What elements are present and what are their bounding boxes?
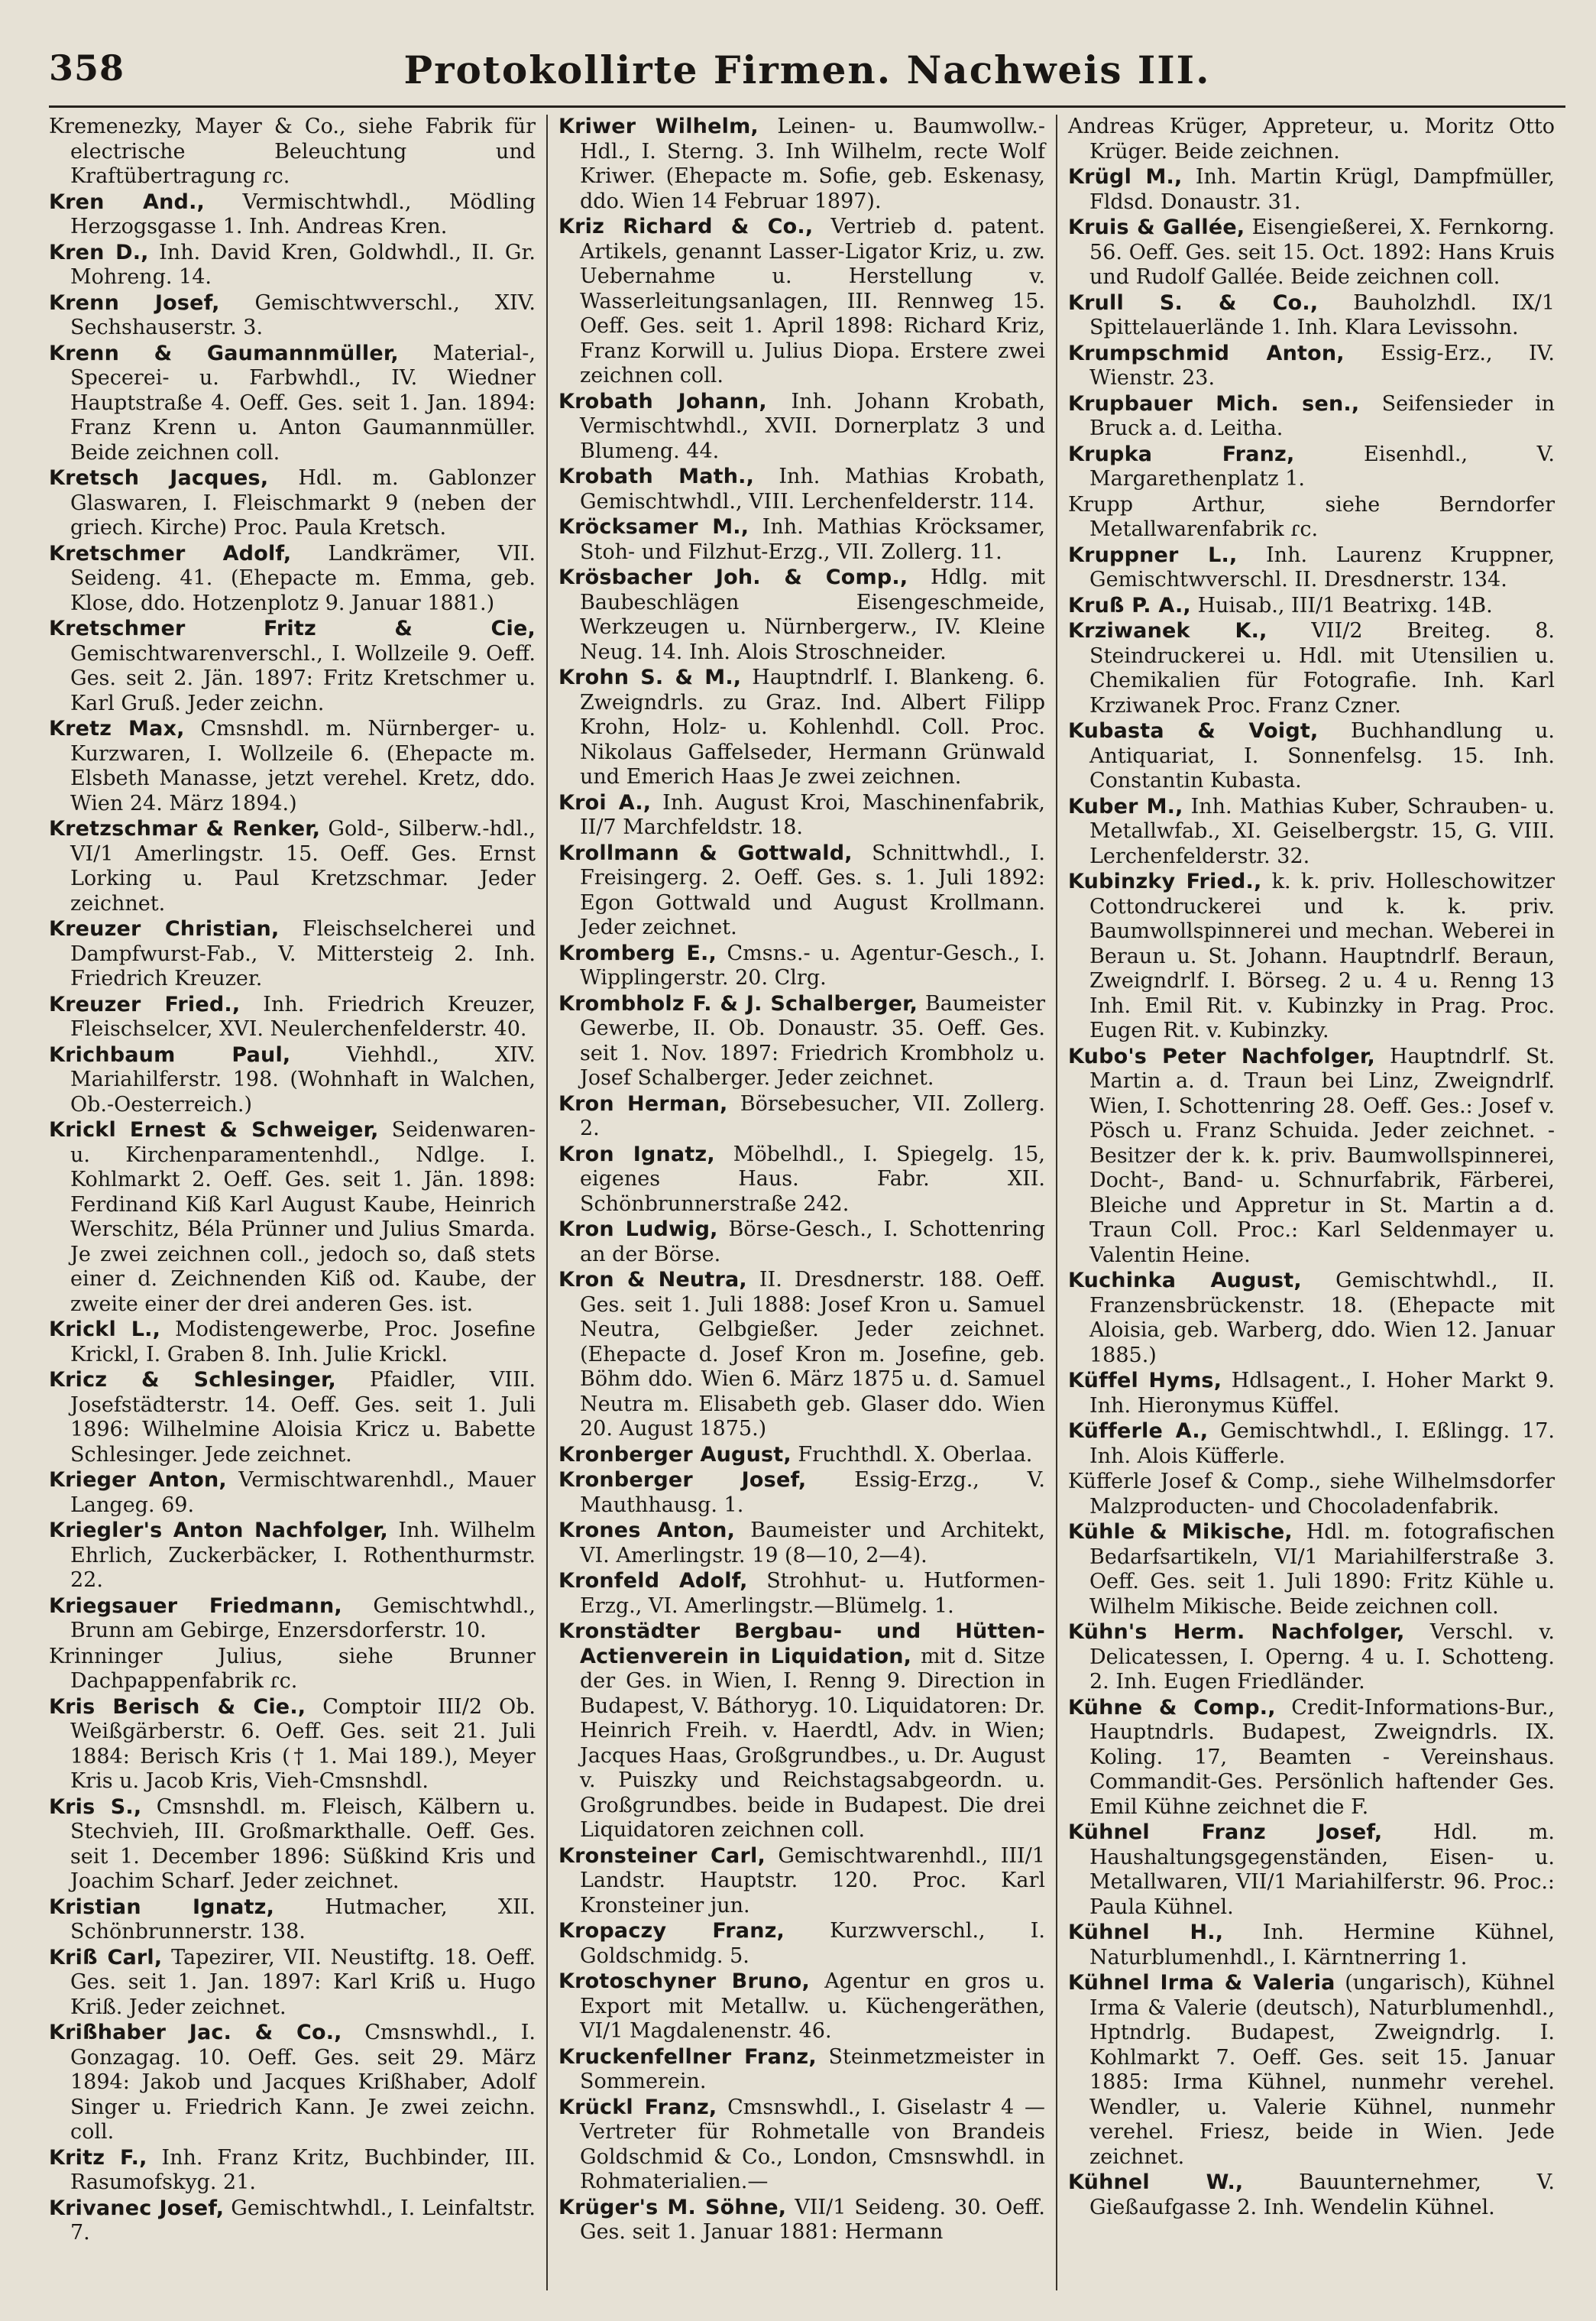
entry-text: Hdl. m. Gablonzer Glaswaren, I. Fleischmarkt 9 (neben der griech. Kirche) Proc. Paula Kretsch. bbox=[70, 466, 536, 540]
directory-entry bbox=[1068, 1696, 1555, 1820]
firm-name: Kuber M., bbox=[1068, 794, 1183, 819]
directory-entry bbox=[558, 566, 1045, 665]
page-header bbox=[49, 47, 1565, 109]
directory-entry bbox=[558, 390, 1045, 465]
entry-text: Cmsnshdl. m. Fleisch, Kälbern u. Stechvieh, III. Großmarkthalle. Oeff. Ges. seit 1. December 1896: Süßkind Kris und Joachim Scharf. Jeder zeichnet. bbox=[70, 1794, 536, 1893]
firm-name: Kronberger Josef, bbox=[558, 1468, 807, 1492]
firm-name: Kretz Max, bbox=[49, 717, 185, 741]
firm-name: Krollmann & Gottwald, bbox=[558, 841, 853, 865]
directory-entry bbox=[1068, 870, 1555, 1044]
entry-text: Gemischtwarenverschl., I. Wollzeile 9. Oeff. Ges. seit 2. Jän. 1897: Fritz Kretschmer u. Karl Gruß. Jeder zeichn. bbox=[70, 641, 536, 715]
firm-name: Kropaczy Franz, bbox=[558, 1919, 785, 1943]
directory-entry bbox=[1068, 1269, 1555, 1368]
firm-name: Küfferle A., bbox=[1068, 1419, 1209, 1443]
entry-text: Hdlg. mit Baubeschlägen Eisengeschmeide, Werkzeugen u. Nürnbergerw., IV. Kleine Neug. 14. Inh. Alois Stroschneider. bbox=[580, 566, 1045, 664]
firm-name: Kühnel Irma & Valeria bbox=[1068, 1971, 1335, 1995]
entry-text: VII/1 Seideng. 30. Oeff. Ges. seit 1. Januar 1881: Hermann bbox=[580, 2195, 1045, 2244]
columns bbox=[49, 115, 1565, 2290]
entry-text: Modistengewerbe, Proc. Josefine Krickl, I. Graben 8. Inh. Julie Krickl. bbox=[70, 1318, 536, 1366]
entry-text: Andreas Krüger, Appreteur, u. Moritz Otto Krüger. Beide zeichnen. bbox=[1068, 115, 1555, 164]
firm-name: Kriß Carl, bbox=[49, 1945, 163, 1969]
directory-entry bbox=[49, 993, 536, 1042]
entry-text: Strohhut- u. Hutformen-Erzg., VI. Amerlingstr.—Blümelg. 1. bbox=[580, 1569, 1045, 1618]
directory-entry bbox=[1068, 1369, 1555, 1418]
firm-name: Kreuzer Fried., bbox=[49, 992, 241, 1016]
firm-name: Kritz F., bbox=[49, 2145, 147, 2170]
entry-text: Inh. Laurenz Kruppner, Gemischtwverschl. II. Dresdnerstr. 134. bbox=[1089, 543, 1555, 592]
firm-name: Kron Ignatz, bbox=[558, 1142, 715, 1166]
entry-text: Essig-Erzg., V. Mauthhausg. 1. bbox=[580, 1468, 1045, 1517]
entry-text: Inh. Martin Krügl, Dampfmüller, Fldsd. Donaustr. 31. bbox=[1089, 165, 1556, 214]
directory-entry bbox=[1068, 115, 1555, 164]
firm-name: Krieger Anton, bbox=[49, 1468, 227, 1492]
directory-entry bbox=[1068, 1620, 1555, 1695]
entry-text: Comptoir III/2 Ob. Weißgärberstr. 6. Oeff. Ges. seit 21. Juli 1884: Berisch Kris († 1. Mai 189.), Meyer Kris u. Jacob Kris, Vieh-Cmsnshdl. bbox=[70, 1694, 536, 1793]
directory-entry bbox=[1068, 543, 1555, 593]
directory-entry bbox=[49, 466, 536, 541]
entry-text: Hdl. m. fotografischen Bedarfsartikeln, VI/1 Mariahilferstraße 3. Oeff. Ges. seit 1. Juli 1890: Fritz Kühle u. Wilhelm Mikische. Beide zeichnen coll. bbox=[1089, 1520, 1555, 1619]
firm-name: Kron Herman, bbox=[558, 1091, 728, 1116]
firm-name: Kriegsauer Friedmann, bbox=[49, 1593, 342, 1618]
entry-text: k. k. priv. Holleschowitzer Cottondruckerei und k. k. priv. Baumwollspinnerei und mechan. Weberei in Beraun u. St. Johann. Hauptndrlf. Beraun, Zweigndrlf. I. Börseg. 2 u. 4 u. Renng 13 Inh. Emil Rit. v. Kubinzky in Prag. Proc. Eugen Rit. v. Kubinzky. bbox=[1089, 870, 1555, 1042]
firm-name: Kubasta & Voigt, bbox=[1068, 719, 1319, 743]
firm-name: Kromberg E., bbox=[558, 941, 717, 965]
entry-text: II. Dresdnerstr. 188. Oeff. Ges. seit 1. Juli 1888: Josef Kron u. Samuel Neutra, Gelbgießer. Jeder zeichnet. (Ehepacte d. Josef Kron m. Josefine, geb. Böhm ddo. Wien 6. März 1875 u. d. Samuel Neutra m. Elisabeth geb. Glaser ddo. Wien 20. August 1875.) bbox=[580, 1268, 1046, 1441]
column-1 bbox=[49, 115, 548, 2290]
firm-name: Kris Berisch & Cie., bbox=[49, 1694, 306, 1719]
directory-entry bbox=[1068, 1971, 1555, 2170]
firm-name: Krumpschmid Anton, bbox=[1068, 341, 1345, 365]
entry-text: Möbelhdl., I. Spiegelg. 15, eigenes Haus. Fabr. XII. Schönbrunnerstraße 242. bbox=[580, 1142, 1045, 1216]
entry-text: Schnittwhdl., I. Freisingerg. 2. Oeff. Ges. s. 1. Juli 1892: Egon Gottwald und August Krollmann. Jeder zeichnet. bbox=[580, 841, 1045, 939]
entry-text: Gemischtwhdl., II. Franzensbrückenstr. 18. (Ehepacte mit Aloisia, geb. Warberg, ddo. Wien 12. Januar 1885.) bbox=[1089, 1269, 1555, 1367]
directory-entry bbox=[49, 2021, 536, 2145]
entry-text: Seidenwaren- u. Kirchenparamentenhdl., Ndlge. I. Kohlmarkt 2. Oeff. Ges. seit 1. Jän. 1898: Ferdinand Kiß Karl August Kaube, Heinrich Werschitz, Béla Prünner und Julius Smarda. Je zwei zeichnen coll., jedoch so, daß stets einer d. Zeichnenden Kiß od. Kaube, der zweite einer der drei anderen Ges. ist. bbox=[70, 1118, 536, 1316]
firm-name: Kühnel Franz Josef, bbox=[1068, 1820, 1383, 1844]
entry-text: Material-, Specerei- u. Farbwhdl., IV. Wiedner Hauptstraße 4. Oeff. Ges. seit 1. Jan. 1894: Franz Krenn u. Anton Gaumannmüller. Beide zeichnen coll. bbox=[70, 341, 536, 465]
directory-entry bbox=[49, 1043, 536, 1118]
directory-entry bbox=[558, 1468, 1045, 1518]
entry-text: (ungarisch), Kühnel Irma & Valerie (deutsch), Naturblumenhdl., Hptndrlg. Budapest, Zweigndrlg. I. Kohlmarkt 7. Oeff. Ges. seit 15. Januar 1885: Irma Kühnel, nunmehr verehel. Wendler, u. Valerie Kühnel, nunmehr verehel. Friesz, beide in Wien. Jede zeichnet. bbox=[1089, 1971, 1555, 2169]
directory-entry bbox=[49, 1519, 536, 1593]
entry-text: Agentur en gros u. Export mit Metallw. u. Küchengeräthen, VI/1 Magdalenenstr. 46. bbox=[580, 1969, 1045, 2043]
directory-entry bbox=[558, 1844, 1045, 1919]
firm-name: Kriegler's Anton Nachfolger, bbox=[49, 1519, 389, 1542]
entry-text: Essig-Erz., IV. Wienstr. 23. bbox=[1089, 341, 1555, 390]
entry-text: Vermischtwarenhdl., Mauer Langeg. 69. bbox=[70, 1468, 536, 1517]
entry-text: Huisab., III/1 Beatrixg. 14B. bbox=[1197, 593, 1493, 618]
directory-entry bbox=[49, 1368, 536, 1467]
firm-name: Kris S., bbox=[49, 1794, 142, 1819]
entry-text: Hdl. m. Haushaltungsgegenständen, Eisen- u. Metallwaren, VII/1 Mariahilferstr. 96. Proc.: Paula Kühnel. bbox=[1089, 1820, 1555, 1919]
directory-entry bbox=[49, 241, 536, 290]
directory-entry bbox=[49, 342, 536, 466]
firm-name: Kruppner L., bbox=[1068, 543, 1238, 567]
directory-entry bbox=[1068, 1820, 1555, 1920]
entry-text: Kremenezky, Mayer & Co., siehe Fabrik für electrische Beleuchtung und Kraftübertragung ɾc. bbox=[49, 115, 536, 188]
directory-entry bbox=[49, 1795, 536, 1895]
directory-entry bbox=[49, 2146, 536, 2196]
firm-name: Krobath Math., bbox=[558, 465, 755, 488]
directory-entry bbox=[558, 942, 1045, 991]
directory-entry bbox=[49, 542, 536, 617]
entry-text: Vertrieb d. patent. Artikels, genannt Lasser-Ligator Kriz, u. zw. Uebernahme u. Herstellung v. Wasserleitungsanlagen, III. Rennweg 15. Oeff. Ges. seit 1. April 1898: Richard Kriz, Franz Korwill u. Julius Diopa. Erstere zwei zeichnen coll. bbox=[580, 215, 1046, 387]
entry-text: mit d. Sitze der Ges. in Wien, I. Renng 9. Direction in Budapest, V. Báthoryg. 10. Liquidatoren: Dr. Heinrich Freih. v. Haerdtl, Adv. in Wien; Jacques Haas, Großgrundbes., u. Dr. August v. Puiszky und Reichstagsabgeordn. u. Großgrundbes. beide in Budapest. Die drei Liquidatoren zeichnen coll. bbox=[580, 1644, 1045, 1842]
entry-text: Landkrämer, VII. Seideng. 41. (Ehepacte m. Emma, geb. Klose, ddo. Hotzenplotz 9. Januar 1881.) bbox=[70, 541, 536, 615]
directory-entry bbox=[49, 1594, 536, 1644]
directory-entry bbox=[558, 1619, 1045, 1843]
directory-entry bbox=[1068, 1470, 1555, 1519]
firm-name: Kricz & Schlesinger, bbox=[49, 1368, 337, 1392]
entry-text: Inh. Franz Kritz, Buchbinder, III. Rasumofskyg. 21. bbox=[70, 2145, 536, 2194]
entry-text: Gemischtwarenhdl., III/1 Landstr. Hauptstr. 120. Proc. Karl Kronsteiner jun. bbox=[580, 1843, 1045, 1917]
directory-entry bbox=[1068, 216, 1555, 290]
firm-name: Kröcksamer M., bbox=[558, 515, 749, 539]
firm-name: Krohn S. & M., bbox=[558, 666, 742, 689]
firm-name: Kuchinka August, bbox=[1068, 1269, 1302, 1292]
entry-text: Bauholzhdl. IX/1 Spittelauerlände 1. Inh. Klara Levissohn. bbox=[1089, 290, 1555, 339]
directory-entry bbox=[1068, 165, 1555, 215]
entry-text: Inh. Mathias Kuber, Schrauben- u. Metallwfab., XI. Geiselbergstr. 15, G. VIII. Lerchenfelderstr. 32. bbox=[1089, 794, 1555, 868]
directory-entry bbox=[1068, 342, 1555, 391]
entry-text: Gemischtwhdl., I. Leinfaltstr. 7. bbox=[70, 2196, 536, 2245]
entry-text: Hdlsagent., I. Hoher Markt 9. Inh. Hieronymus Küffel. bbox=[1089, 1369, 1555, 1418]
directory-entry bbox=[49, 1946, 536, 2021]
directory-entry bbox=[1068, 619, 1555, 718]
firm-name: Krösbacher Joh. & Comp., bbox=[558, 566, 908, 589]
directory-entry bbox=[1068, 594, 1555, 619]
directory-entry bbox=[558, 115, 1045, 214]
directory-entry bbox=[558, 1519, 1045, 1568]
firm-name: Kretschmer Fritz & Cie, bbox=[49, 617, 536, 640]
entry-text: Cmsnswhdl., I. Gonzagag. 10. Oeff. Ges. seit 29. März 1894: Jakob und Jacques Krißhaber, Adolf Singer u. Friedrich Kann. Je zwei zeichn. coll. bbox=[70, 2021, 536, 2144]
entry-text: Gemischtwhdl., Brunn am Gebirge, Enzersdorferstr. 10. bbox=[70, 1593, 536, 1642]
directory-entry bbox=[558, 465, 1045, 514]
entry-text: Krupp Arthur, siehe Berndorfer Metallwarenfabrik ɾc. bbox=[1068, 492, 1555, 541]
firm-name: Krißhaber Jac. & Co., bbox=[49, 2021, 342, 2044]
firm-name: Kretsch Jacques, bbox=[49, 466, 269, 490]
directory-entry bbox=[1068, 1520, 1555, 1619]
directory-entry bbox=[49, 917, 536, 992]
column-3 bbox=[1057, 115, 1565, 2290]
directory-entry bbox=[558, 1143, 1045, 1217]
firm-name: Kruß P. A., bbox=[1068, 593, 1191, 618]
firm-name: Kubo's Peter Nachfolger, bbox=[1068, 1044, 1375, 1068]
firm-name: Krüger's M. Söhne, bbox=[558, 2195, 787, 2219]
entry-text: Inh. Wilhelm Ehrlich, Zuckerbäcker, I. Rothenthurmstr. 22. bbox=[70, 1519, 536, 1592]
directory-entry bbox=[49, 717, 536, 816]
firm-name: Krupbauer Mich. sen., bbox=[1068, 391, 1360, 416]
firm-name: Kruckenfellner Franz, bbox=[558, 2044, 817, 2069]
entry-text: Cmsnswhdl., I. Giselastr 4 — Vertreter für Rohmetalle von Brandeis Goldschmid & Co., London, Cmsnswhdl. in Rohmaterialien.— bbox=[580, 2095, 1045, 2193]
directory-entry bbox=[558, 1569, 1045, 1619]
entry-text: Inh. David Kren, Goldwhdl., II. Gr. Mohreng. 14. bbox=[70, 240, 536, 289]
directory-entry bbox=[49, 617, 536, 716]
directory-entry bbox=[558, 841, 1045, 941]
directory-entry bbox=[49, 1468, 536, 1518]
entry-text: Hauptndrlf. I. Blankeng. 6. Zweigndrls. zu Graz. Ind. Albert Filipp Krohn, Holz- u. Kohlenhdl. Coll. Proc. Nikolaus Gaffelseder, Hermann Grünwald und Emerich Haas Je zwei zeichnen. bbox=[580, 666, 1045, 789]
directory-entry bbox=[1068, 1045, 1555, 1269]
firm-name: Küffel Hyms, bbox=[1068, 1369, 1222, 1392]
directory-entry bbox=[558, 1969, 1045, 2044]
entry-text: Verschl. v. Delicatessen, I. Operng. 4 u. I. Schotteng. 2. Inh. Eugen Friedländer. bbox=[1089, 1620, 1555, 1694]
directory-entry bbox=[49, 291, 536, 341]
firm-name: Kühne & Comp., bbox=[1068, 1695, 1276, 1720]
firm-name: Kroi A., bbox=[558, 790, 652, 815]
directory-entry bbox=[558, 791, 1045, 841]
firm-name: Krull S. & Co., bbox=[1068, 290, 1319, 315]
directory-entry bbox=[1068, 493, 1555, 543]
entry-text: Steinmetzmeister in Sommerein. bbox=[580, 2044, 1045, 2093]
firm-name: Kreuzer Christian, bbox=[49, 917, 280, 941]
directory-entry bbox=[1068, 392, 1555, 442]
firm-name: Kretschmer Adolf, bbox=[49, 541, 292, 566]
directory-entry bbox=[1068, 1419, 1555, 1469]
entry-text: Fruchthdl. X. Oberlaa. bbox=[798, 1442, 1033, 1467]
entry-text: Eisengießerei, X. Fernkorng. 56. Oeff. Ges. seit 15. Oct. 1892: Hans Kruis und Rudolf Gallée. Beide zeichnen coll. bbox=[1089, 216, 1555, 289]
entry-text: Inh. Mathias Kröcksamer, Stoh- und Filzhut-Erzg., VII. Zollerg. 11. bbox=[580, 515, 1045, 564]
firm-name: Krivanec Josef, bbox=[49, 2196, 225, 2220]
entry-text: Börse-Gesch., I. Schottenring an der Börse. bbox=[580, 1217, 1045, 1266]
entry-text: Cmsns.- u. Agentur-Gesch., I. Wipplingerstr. 20. Clrg. bbox=[580, 941, 1045, 990]
firm-name: Krückl Franz, bbox=[558, 2095, 717, 2119]
firm-name: Kron & Neutra, bbox=[558, 1268, 747, 1292]
directory-entry bbox=[1068, 795, 1555, 870]
entry-text: Tapezirer, VII. Neustiftg. 18. Oeff. Ges. seit 1. Jan. 1897: Karl Kriß u. Hugo Kriß. Jeder zeichnet. bbox=[70, 1945, 536, 2019]
firm-name: Kronfeld Adolf, bbox=[558, 1569, 748, 1593]
directory-entry bbox=[1068, 442, 1555, 492]
directory-entry bbox=[1068, 719, 1555, 794]
directory-entry bbox=[49, 115, 536, 190]
entry-text: Eisenhdl., V. Margarethenplatz 1. bbox=[1089, 442, 1555, 491]
entry-text: Gold-, Silberw.-hdl., VI/1 Amerlingstr. 15. Oeff. Ges. Ernst Lorking u. Paul Kretzschmar. Jeder zeichnet. bbox=[70, 817, 536, 916]
entry-text: Inh. August Kroi, Maschinenfabrik, II/7 Marchfeldstr. 18. bbox=[580, 790, 1046, 839]
firm-name: Kronstädter Bergbau- und Hütten-Actienverein in Liquidation, bbox=[558, 1619, 1045, 1668]
directory-entry bbox=[49, 190, 536, 240]
firm-name: Kühnel W., bbox=[1068, 2170, 1244, 2194]
directory-entry bbox=[49, 1645, 536, 1694]
firm-name: Kron Ludwig, bbox=[558, 1217, 718, 1241]
firm-name: Kristian Ignatz, bbox=[49, 1895, 275, 1919]
firm-name: Kren And., bbox=[49, 190, 205, 214]
firm-name: Krenn Josef, bbox=[49, 290, 220, 315]
column-2 bbox=[548, 115, 1057, 2290]
entry-text: Gemischtwverschl., XIV. Sechshauserstr. 3. bbox=[70, 290, 536, 339]
firm-name: Kronberger August, bbox=[558, 1442, 792, 1467]
entry-text: Inh. Hermine Kühnel, Naturblumenhdl., I. Kärntnerring 1. bbox=[1089, 1921, 1555, 1969]
entry-text: Credit-Informations-Bur., Hauptndrls. Budapest, Zweigndrls. IX. Koling. 17, Beamten - Vereinshaus. Commandit-Ges. Persönlich haftender Ges. Emil Kühne zeichnet die F. bbox=[1089, 1695, 1555, 1819]
firm-name: Kren D., bbox=[49, 240, 149, 264]
firm-name: Kretzschmar & Renker, bbox=[49, 817, 321, 841]
firm-name: Krziwanek K., bbox=[1068, 619, 1267, 643]
entry-text: Cmsnshdl. m. Nürnberger- u. Kurzwaren, I. Wollzeile 6. (Ehepacte m. Elsbeth Manasse, jetzt verehel. Kretz, ddo. Wien 24. März 1894.) bbox=[70, 717, 536, 815]
entry-text: Küfferle Josef & Comp., siehe Wilhelmsdorfer Malzproducten- und Chocoladenfabrik. bbox=[1068, 1470, 1555, 1519]
firm-name: Krobath Johann, bbox=[558, 389, 767, 413]
page-number: 358 bbox=[49, 47, 125, 89]
directory-entry bbox=[49, 1318, 536, 1367]
directory-entry bbox=[49, 2196, 536, 2246]
directory-entry bbox=[558, 1268, 1045, 1442]
directory-entry bbox=[558, 1919, 1045, 1969]
firm-name: Krickl L., bbox=[49, 1318, 161, 1341]
directory-entry bbox=[558, 215, 1045, 389]
entry-text: Leinen- u. Baumwollw.-Hdl., I. Sterng. 3. Inh Wilhelm, recte Wolf Kriwer. (Ehepacte m. Sofie, geb. Eskenasy, ddo. Wien 14 Februar 1897). bbox=[580, 115, 1045, 213]
directory-entry bbox=[1068, 2170, 1555, 2220]
entry-text: Seifensieder in Bruck a. d. Leitha. bbox=[1089, 391, 1555, 440]
entry-text: Gemischtwhdl., I. Eßlingg. 17. Inh. Alois Küfferle. bbox=[1089, 1419, 1555, 1468]
directory-entry bbox=[1068, 291, 1555, 341]
firm-name: Kriz Richard & Co., bbox=[558, 215, 814, 238]
entry-text: Baumeister Gewerbe, II. Ob. Donaustr. 35. Oeff. Ges. seit 1. Nov. 1897: Friedrich Krombholz u. Josef Schalberger. Jeder zeichnet. bbox=[580, 991, 1045, 1090]
directory-entry bbox=[1068, 1921, 1555, 1970]
entry-text: VII/2 Breiteg. 8. Steindruckerei u. Hdl. mit Utensilien u. Chemikalien für Fotografie. Inh. Karl Krziwanek Proc. Franz Czner. bbox=[1089, 619, 1556, 718]
firm-name: Krügl M., bbox=[1068, 165, 1183, 189]
firm-name: Krones Anton, bbox=[558, 1519, 736, 1542]
entry-text: Inh. Mathias Krobath, Gemischtwhdl., VIII. Lerchenfelderstr. 114. bbox=[580, 465, 1045, 514]
firm-name: Kronsteiner Carl, bbox=[558, 1843, 766, 1868]
firm-name: Kühle & Mikische, bbox=[1068, 1520, 1293, 1544]
firm-name: Kühnel H., bbox=[1068, 1921, 1224, 1944]
firm-name: Krotoschyner Bruno, bbox=[558, 1969, 811, 1993]
directory-entry bbox=[558, 666, 1045, 790]
directory-entry bbox=[49, 1118, 536, 1317]
firm-name: Krombholz F. & J. Schalberger, bbox=[558, 991, 918, 1016]
entry-text: Baumeister und Architekt, VI. Amerlingstr. 19 (8—10, 2—4). bbox=[580, 1519, 1045, 1567]
directory-entry bbox=[558, 515, 1045, 565]
firm-name: Kriwer Wilhelm, bbox=[558, 115, 759, 138]
directory-entry bbox=[558, 2045, 1045, 2095]
firm-name: Krichbaum Paul, bbox=[49, 1042, 291, 1067]
firm-name: Krenn & Gaumannmüller, bbox=[49, 341, 399, 365]
page-title: Protokollirte Firmen. Nachweis III. bbox=[403, 47, 1211, 92]
entry-text: Pfaidler, VIII. Josefstädterstr. 14. Oeff. Ges. seit 1. Juli 1896: Wilhelmine Aloisia Kricz u. Babette Schlesinger. Jede zeichnet. bbox=[70, 1368, 536, 1467]
entry-text: Krinninger Julius, siehe Brunner Dachpappenfabrik ɾc. bbox=[49, 1644, 536, 1693]
firm-name: Kühn's Herm. Nachfolger, bbox=[1068, 1620, 1405, 1644]
entry-text: Hutmacher, XII. Schönbrunnerstr. 138. bbox=[70, 1895, 536, 1943]
directory-entry bbox=[558, 1092, 1045, 1142]
directory-entry bbox=[558, 2196, 1045, 2245]
directory-entry bbox=[49, 1895, 536, 1945]
entry-text: Inh. Johann Krobath, Vermischtwhdl., XVII. Dornerplatz 3 und Blumeng. 44. bbox=[580, 389, 1045, 463]
entry-text: Börsebesucher, VII. Zollerg. 2. bbox=[580, 1091, 1045, 1140]
entry-text: Viehhdl., XIV. Mariahilferstr. 198. (Wohnhaft in Walchen, Ob.-Oesterreich.) bbox=[70, 1042, 536, 1117]
firm-name: Krickl Ernest & Schweiger, bbox=[49, 1118, 379, 1142]
directory-entry bbox=[49, 817, 536, 916]
entry-text: Vermischtwhdl., Mödling Herzogsgasse 1. Inh. Andreas Kren. bbox=[70, 190, 536, 238]
directory-entry bbox=[558, 1443, 1045, 1468]
entry-text: Buchhandlung u. Antiquariat, I. Sonnenfelsg. 15. Inh. Constantin Kubasta. bbox=[1089, 719, 1555, 793]
entry-text: Hauptndrlf. St. Martin a. d. Traun bei Linz, Zweigndrlf. Wien, I. Schottenring 28. Oeff. Ges.: Josef v. Pösch u. Franz Schuida. Jeder zeichnet. - Besitzer der k. k. priv. Baumwollspinnerei, Docht-, Band- u. Schnurfabrik, Färberei, Bleiche und Appretur in St. Martin a d. Traun Coll. Proc.: Karl Seldenmayer u. Valentin Heine. bbox=[1089, 1044, 1555, 1267]
entry-text: Kurzwverschl., I. Goldschmidg. 5. bbox=[580, 1919, 1045, 1968]
firm-name: Kubinzky Fried., bbox=[1068, 870, 1262, 893]
entry-text: Fleischselcherei und Dampfwurst-Fab., V. Mittersteig 2. Inh. Friedrich Kreuzer. bbox=[70, 917, 536, 990]
directory-entry bbox=[558, 2096, 1045, 2195]
directory-entry bbox=[558, 1217, 1045, 1267]
header-rule bbox=[49, 105, 1565, 108]
entry-text: Bauunternehmer, V. Gießaufgasse 2. Inh. Wendelin Kühnel. bbox=[1089, 2170, 1555, 2219]
entry-text: Inh. Friedrich Kreuzer, Fleischselcer, XVI. Neulerchenfelderstr. 40. bbox=[70, 992, 536, 1041]
firm-name: Kruis & Gallée, bbox=[1068, 216, 1245, 239]
firm-name: Krupka Franz, bbox=[1068, 442, 1295, 466]
directory-entry bbox=[49, 1695, 536, 1794]
directory-entry bbox=[558, 992, 1045, 1091]
